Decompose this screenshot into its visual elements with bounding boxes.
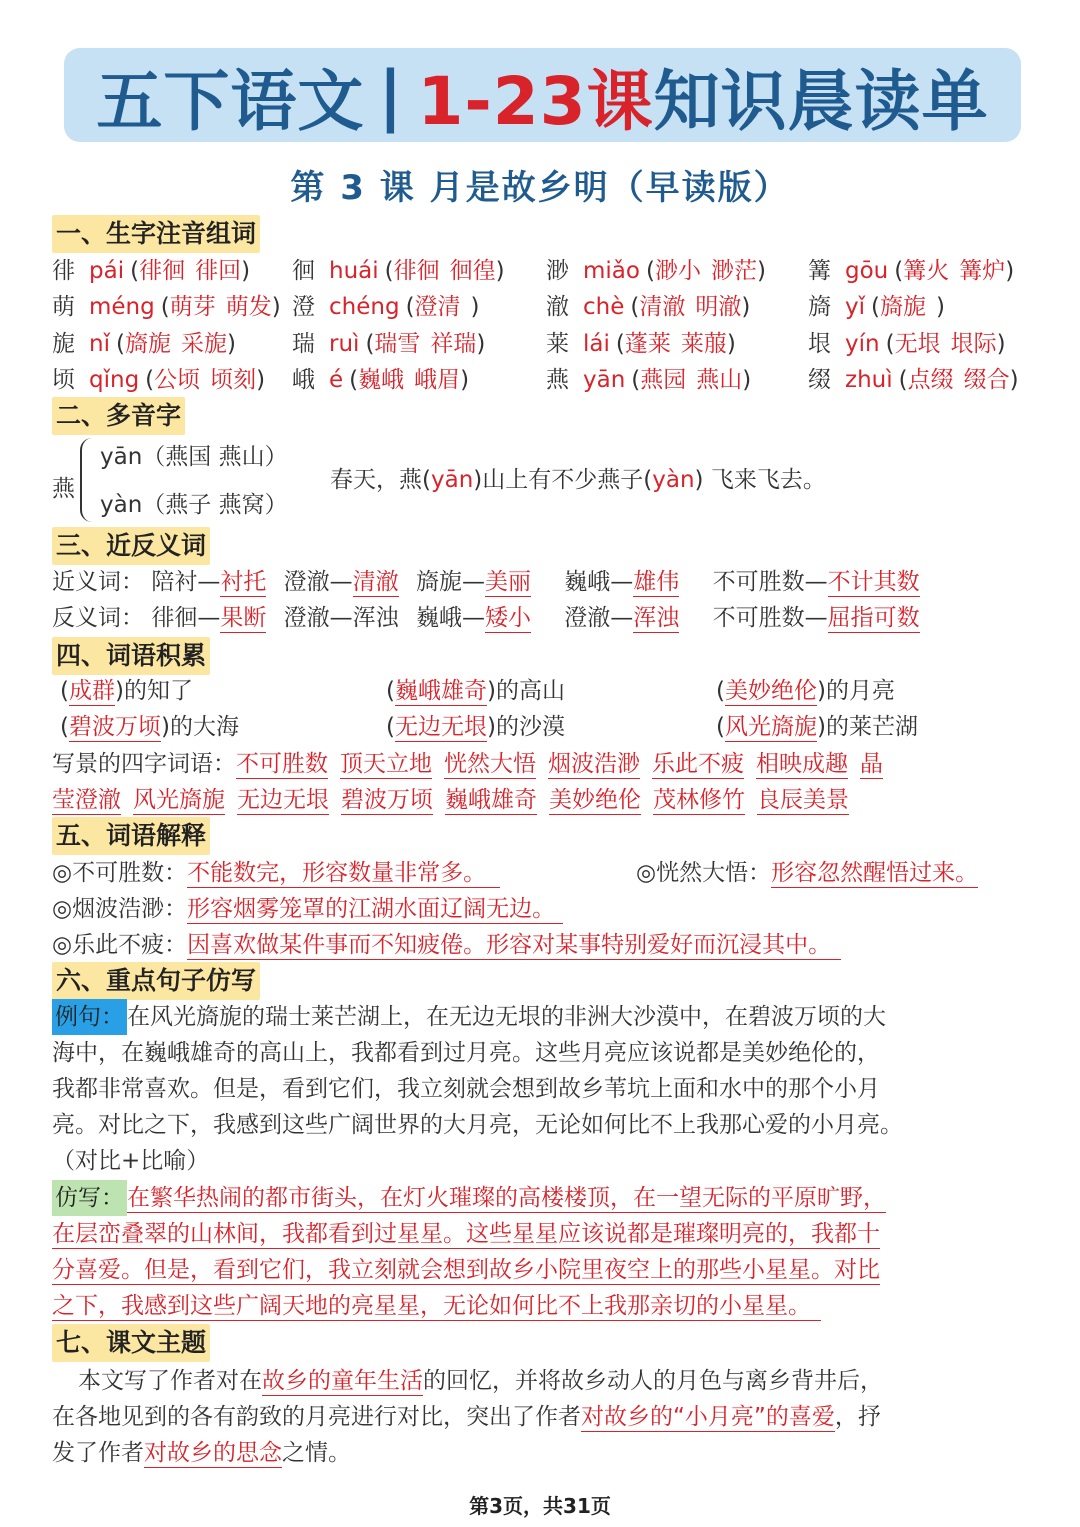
word: 徘徊—: [151, 605, 221, 631]
explain-definition: 因喜欢做某件事而不知疲倦。形容对某事特别爱好而沉浸其中。: [187, 932, 841, 960]
word-fill-item: (美妙绝伦)的月亮: [716, 678, 895, 704]
explain-definition: 形容烟雾笼罩的江湖水面辽阔无边。: [187, 896, 563, 924]
four-char-word: 不可胜数: [236, 751, 328, 777]
page-title: [64, 48, 1021, 142]
char-word: 瑞雪: [374, 331, 421, 357]
word-fill-item: (无边无垠)的沙漠: [386, 714, 565, 740]
four-char-word: 相映成趣: [756, 751, 848, 777]
answer: 果断: [220, 605, 267, 631]
char-word: 无垠: [894, 331, 941, 357]
imitation-text: 分喜爱。但是，看到它们，我立刻就会想到故乡小院里夜空上的那些小星星。对比: [52, 1257, 880, 1283]
explain-definition: 不能数完，形容数量非常多。: [187, 860, 500, 888]
char-word: 峨眉: [414, 367, 461, 393]
polyphone-sentence: [330, 465, 826, 495]
four-char-word: 莹澄澈: [52, 787, 121, 813]
answer: 清澈: [352, 569, 399, 595]
theme-text: 在各地见到的各有韵致的月亮进行对比，突出了作者: [52, 1404, 581, 1430]
char: 莱: [546, 331, 569, 357]
example-line: [52, 999, 1030, 1035]
answer: 屈指可数: [827, 605, 920, 631]
imitation-text: 在繁华热闹的都市街头，在灯火璀璨的高楼楼顶，在一望无际的平原旷野，: [127, 1185, 886, 1211]
char-entry: 莱 lái (蓬莱 莱菔): [546, 331, 736, 357]
char-entry: 徊 huái (徘徊 徊徨): [292, 258, 505, 284]
imitation-line: [52, 1216, 1030, 1252]
section-heading-7: 七、课文主题: [52, 1324, 210, 1362]
word-fill-item: (风光旖旎)的莱芒湖: [716, 714, 918, 740]
explain-term: ◎乐此不疲：: [52, 932, 188, 958]
char-pinyin: miǎo: [583, 258, 640, 284]
char: 旖: [808, 294, 831, 320]
char-entry: 渺 miǎo (渺小 渺茫): [546, 258, 766, 284]
char-pinyin: huái: [329, 258, 379, 284]
char-pinyin: yān: [583, 367, 626, 393]
char-word: 巍峨: [358, 367, 405, 393]
synonym-label: 近义词：: [52, 569, 144, 595]
fill-answer: 美妙绝伦: [724, 678, 817, 704]
four-char-word: 美妙绝伦: [549, 787, 641, 813]
word-fill-item: (巍峨雄奇)的高山: [386, 678, 565, 704]
explain-term: ◎恍然大悟：: [636, 860, 772, 886]
four-char-label: 写景的四字词语：: [52, 751, 236, 777]
four-char-word: 无边无垠: [237, 787, 329, 813]
section-heading-2: 二、多音字: [52, 397, 185, 435]
char-entry: 燕 yān (燕园 燕山): [546, 367, 752, 393]
theme-paragraph: [52, 1363, 1030, 1471]
polyphone-reading-1: yān（燕国 燕山）: [100, 444, 288, 470]
char-word: 徘回: [195, 258, 242, 284]
char-pinyin: ruì: [329, 331, 360, 357]
answer: 浑浊: [633, 605, 680, 631]
page-footer: 第3页，共31页: [469, 1494, 611, 1518]
char-pinyin: zhuì: [845, 367, 893, 393]
sentence-part: )山上有不少燕子(: [473, 467, 653, 493]
example-line: （对比+比喻）: [52, 1148, 210, 1174]
char: 顷: [52, 367, 75, 393]
title-right: 知识晨读单: [653, 62, 989, 140]
char-pinyin: é: [329, 367, 344, 393]
example-line: 亮。对比之下，我感到这些广阔世界的大月亮，无论如何比不上我那心爱的小月亮。: [52, 1112, 903, 1138]
char-pinyin: gōu: [845, 258, 889, 284]
char-pinyin: chè: [583, 294, 625, 320]
explain-item: [636, 858, 978, 888]
four-char-word: 恍然大悟: [444, 751, 536, 777]
char: 峨: [292, 367, 315, 393]
four-char-word: 风光旖旎: [133, 787, 225, 813]
char-word: 垠际: [950, 331, 997, 357]
char-word: 缀合: [963, 367, 1010, 393]
imitation-line: [52, 1180, 1030, 1216]
theme-text: 本文写了作者对在: [78, 1368, 262, 1394]
char-entry: 篝 gōu (篝火 篝炉): [808, 258, 1015, 284]
char-entry: 峨 é (巍峨 峨眉): [292, 367, 470, 393]
fill-suffix: )的高山: [486, 678, 565, 704]
fill-answer: 巍峨雄奇: [394, 678, 487, 704]
explain-item: [52, 930, 841, 960]
explain-item: [52, 894, 563, 924]
polyphone-char: 燕: [52, 476, 75, 502]
char-entry: 顷 qǐng (公顷 顷刻): [52, 367, 266, 393]
fill-suffix: )的月亮: [816, 678, 895, 704]
char-word: 燕山: [696, 367, 743, 393]
char-word: 徘徊: [393, 258, 440, 284]
char: 渺: [546, 258, 569, 284]
word: 巍峨—: [564, 569, 634, 595]
fill-suffix: )的莱芒湖: [816, 714, 918, 740]
section-heading-6: 六、重点句子仿写: [52, 962, 260, 1000]
title-lessons: 1-23课: [417, 62, 654, 140]
char-word: 篝炉: [959, 258, 1006, 284]
char-entry: 徘 pái (徘徊 徘回): [52, 258, 251, 284]
char-word: 燕园: [640, 367, 687, 393]
synonym-row: [52, 567, 920, 597]
word-fill-item: (碧波万顷)的大海: [60, 714, 239, 740]
char-word: 旖旎: [880, 294, 926, 320]
title-left: 五下语文: [96, 62, 365, 140]
word: 旖旎—: [415, 569, 485, 595]
word-fill-item: (成群)的知了: [60, 678, 193, 704]
char-word: 清澈: [639, 294, 686, 320]
theme-text: 发了作者: [52, 1440, 144, 1466]
sentence-part: 春天，燕(: [330, 467, 431, 493]
fill-answer: 成群: [68, 678, 115, 704]
four-char-word: 乐此不疲: [652, 751, 744, 777]
title-separator: |: [378, 56, 404, 134]
char-word: 公顷: [154, 367, 201, 393]
char-pinyin: yín: [845, 331, 880, 357]
word: 巍峨—: [415, 605, 485, 631]
answer: 雄伟: [633, 569, 680, 595]
fill-suffix: )的知了: [114, 678, 193, 704]
lesson-subtitle: 第 3 课 月是故乡明（早读版）: [290, 168, 790, 208]
imitation-paragraph: [52, 1180, 1030, 1324]
char-pinyin: chéng: [329, 294, 400, 320]
word: 澄澈—: [564, 605, 634, 631]
section-heading-3: 三、近反义词: [52, 527, 210, 565]
char-word: 萌发: [225, 294, 272, 320]
char-pinyin: méng: [89, 294, 155, 320]
char-word: 篝火: [903, 258, 950, 284]
char-word: 旖旎: [124, 331, 171, 357]
imitation-text: 在层峦叠翠的山林间，我都看到过星星。这些星星应该说都是璀璨明亮的，我都十: [52, 1221, 880, 1247]
sentence-pinyin: yān: [430, 467, 474, 493]
char-entry: 垠 yín (无垠 垠际): [808, 331, 1006, 357]
word: 澄澈—: [283, 569, 353, 595]
example-tag: 例句：: [52, 999, 127, 1035]
char-entry: 萌 méng (萌芽 萌发): [52, 294, 281, 320]
sentence-part: ) 飞来飞去。: [694, 467, 826, 493]
explain-definition: 形容忽然醒悟过来。: [771, 860, 979, 886]
example-text: 在风光旖旎的瑞士莱芒湖上，在无边无垠的非洲大沙漠中，在碧波万顷的大: [127, 1004, 886, 1030]
polyphone-reading-2: yàn（燕子 燕窝）: [100, 492, 288, 518]
theme-line: [52, 1399, 1030, 1435]
brace-icon: [80, 438, 96, 522]
four-char-word: 顶天立地: [340, 751, 432, 777]
fill-answer: 碧波万顷: [68, 714, 161, 740]
theme-line: [52, 1435, 1030, 1471]
four-char-word: 烟波浩渺: [548, 751, 640, 777]
explain-term: ◎烟波浩渺：: [52, 896, 188, 922]
word: 澄澈—浑浊: [283, 605, 399, 631]
theme-highlight: 对故乡的“小月亮”的喜爱: [581, 1404, 835, 1430]
four-char-word: 晶: [860, 751, 883, 777]
char-word: 澄清: [414, 294, 461, 320]
theme-text: 的回忆，并将故乡动人的月色与离乡背井后，: [423, 1368, 883, 1394]
char-word: 徊徨: [449, 258, 496, 284]
char: 缀: [808, 367, 831, 393]
imitation-line: [52, 1288, 1030, 1324]
char-pinyin: pái: [89, 258, 125, 284]
char: 徘: [52, 258, 75, 284]
char-word: 徘徊: [139, 258, 186, 284]
explain-term: ◎不可胜数：: [52, 860, 188, 886]
four-char-row-2: [52, 785, 861, 815]
char-entry: 缀 zhuì (点缀 缀合): [808, 367, 1019, 393]
char: 徊: [292, 258, 315, 284]
four-char-word: 茂林修竹: [653, 787, 745, 813]
fill-suffix: )的沙漠: [486, 714, 565, 740]
four-char-word: 巍峨雄奇: [445, 787, 537, 813]
char-entry: 旎 nǐ (旖旎 采旎): [52, 331, 236, 357]
imitation-line: [52, 1252, 1030, 1288]
answer: 不计其数: [827, 569, 920, 595]
antonym-label: 反义词：: [52, 605, 144, 631]
char-entry: 澄 chéng (澄清 ): [292, 294, 480, 320]
sentence-pinyin: yàn: [652, 467, 695, 493]
char-word: 点缀: [907, 367, 954, 393]
fill-answer: 无边无垠: [394, 714, 487, 740]
char-word: 渺小: [654, 258, 701, 284]
four-char-word: 良辰美景: [757, 787, 849, 813]
example-line: 海中，在巍峨雄奇的高山上，我都看到过月亮。这些月亮应该说都是美妙绝伦的，: [52, 1040, 880, 1066]
antonym-row: [52, 603, 920, 633]
char-pinyin: nǐ: [89, 331, 110, 357]
char-entry: 旖 yǐ (旖旎 ): [808, 294, 945, 320]
word: 陪衬—: [151, 569, 221, 595]
char-word: 采旎: [180, 331, 227, 357]
char: 篝: [808, 258, 831, 284]
char-word: 顷刻: [210, 367, 257, 393]
char-pinyin: qǐng: [89, 367, 140, 393]
char: 澄: [292, 294, 315, 320]
char: 垠: [808, 331, 831, 357]
example-paragraph: [52, 999, 1030, 1179]
word: 不可胜数—: [712, 569, 828, 595]
char-word: 明澈: [695, 294, 742, 320]
section-heading-1: 一、生字注音组词: [52, 215, 260, 253]
char: 燕: [546, 367, 569, 393]
char-entry: 澈 chè (清澈 明澈): [546, 294, 751, 320]
section-heading-4: 四、词语积累: [52, 637, 210, 675]
char-entry: 瑞 ruì (瑞雪 祥瑞): [292, 331, 486, 357]
char-pinyin: yǐ: [845, 294, 866, 320]
char-word: 莱菔: [680, 331, 727, 357]
theme-text: 之情。: [282, 1440, 351, 1466]
answer: 衬托: [220, 569, 267, 595]
example-line: 我都非常喜欢。但是，看到它们，我立刻就会想到故乡苇坑上面和水中的那个小月: [52, 1076, 880, 1102]
char-word: 萌芽: [169, 294, 216, 320]
char: 萌: [52, 294, 75, 320]
imitation-tag: 仿写：: [52, 1180, 127, 1216]
char-pinyin: lái: [583, 331, 610, 357]
char-word: 蓬莱: [624, 331, 671, 357]
fill-answer: 风光旖旎: [724, 714, 817, 740]
fill-suffix: )的大海: [160, 714, 239, 740]
four-char-row-1: [52, 749, 883, 779]
char: 瑞: [292, 331, 315, 357]
char-word: 祥瑞: [430, 331, 477, 357]
four-char-word: 碧波万顷: [341, 787, 433, 813]
char: 澈: [546, 294, 569, 320]
explain-item: [52, 858, 500, 888]
theme-text: ，抒: [834, 1404, 881, 1430]
theme-highlight: 对故乡的思念: [144, 1440, 282, 1466]
theme-line: [52, 1363, 1030, 1399]
word: 不可胜数—: [712, 605, 828, 631]
answer: 美丽: [484, 569, 531, 595]
char: 旎: [52, 331, 75, 357]
section-heading-5: 五、词语解释: [52, 817, 210, 855]
theme-highlight: 故乡的童年生活: [262, 1368, 423, 1394]
imitation-text: 之下，我感到这些广阔天地的亮星星，无论如何比不上我那亲切的小星星。: [52, 1293, 821, 1321]
char-word: 渺茫: [710, 258, 757, 284]
answer: 矮小: [484, 605, 531, 631]
